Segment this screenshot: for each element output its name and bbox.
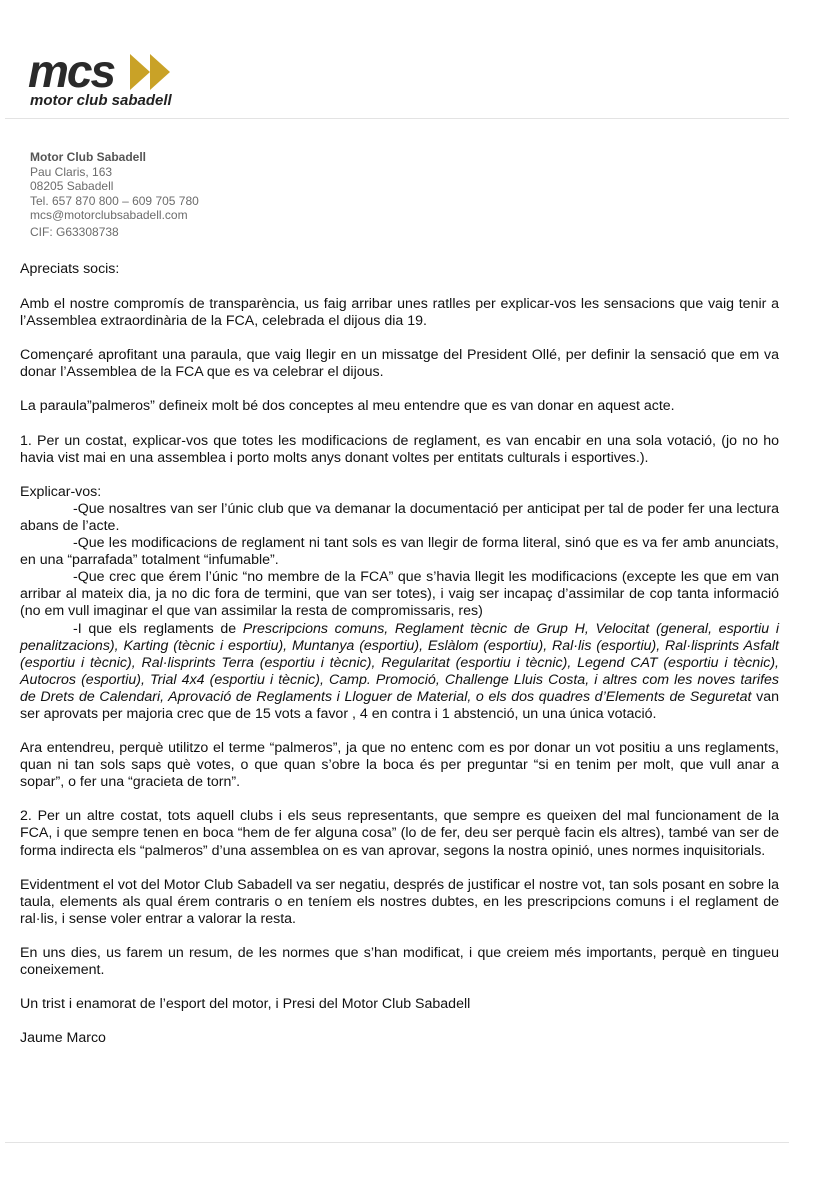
paragraph-other-clubs: 2. Per un altre costat, tots aquell clubs i els seus representants, que sempre es queixen del mal funcionament de la FCA, i que sempre tenen en boca “hem de fer alguna cosa” (lo de fer, deu ser perquè facin els altres), també van ser de forma indirecta els “palmeros” d’una assemblea on es van aprovar, segons la nostra opinió, unes normes inquisitorials.: [20, 808, 779, 859]
letter-body: [20, 261, 779, 1064]
explain-item-only-club: -Que crec que érem l’únic “no membre de la FCA” que s’havia llegit les modificacions (excepte les que em van arribar al mateix dia, ja no dic fora de termini, que van ser totes), i vaig ser incapaç d’assimilar de cop tanta informació (no em vull imaginar el que van assimilar la resta de compromissaris, res): [20, 569, 779, 620]
sender-address: [30, 150, 199, 240]
phone-number: Tel. 657 870 800 – 609 705 780: [30, 193, 199, 208]
logo-tagline: motor club sabadell: [30, 92, 172, 109]
street-address: Pau Claris, 163: [30, 164, 113, 179]
club-name: Motor Club Sabadell: [30, 150, 147, 164]
paragraph-two-concepts: La paraula”palmeros” defineix molt bé dos conceptes al meu entendre que es van donar en aquest acte.: [20, 398, 675, 415]
paragraph-negative-vote: Evidentment el vot del Motor Club Sabadell va ser negatiu, després de justificar el nostre vot, tan sols posant en sobre la taula, elements als qual érem contraris o en teníem els nostres dubtes, en les prescripcions comuns i el reglament de ral·lis, i sense voler entrar a valorar la resta.: [20, 876, 779, 927]
cif-number: CIF: G63308738: [30, 224, 119, 239]
paragraph-summary: En uns dies, us farem un resum, de les normes que s’han modificat, i que creiem més importants, perquè en tingueu coneixement.: [20, 944, 779, 978]
explain-item-regulations: [20, 621, 779, 724]
city-address: 08205 Sabadell: [30, 179, 114, 194]
club-logo: [26, 45, 196, 112]
regulations-lead: -I que els reglaments de: [73, 620, 243, 637]
explain-item-reading: -Que les modificacions de reglament ni tant sols es van llegir de forma literal, sinó que es va fer amb anunciats, en una “parrafada” totalment “infumable”.: [20, 535, 779, 569]
closing: Un trist i enamorat de l’esport del motor, i Presi del Motor Club Sabadell: [20, 996, 471, 1013]
logo-text: mcs: [28, 45, 115, 97]
regulations-list: Prescripcions comuns, Reglament tècnic de Grup H, Velocitat (general, esportiu i penalitzacions), Karting (tècnic i esportiu), Muntanya (esportiu), Eslàlom (esportiu), Ral·lis (esportiu), Ral·lisprints Asfalt (esportiu i tècnic), Ral·lisprints Terra (esportiu i tècnic), Regularitat (esportiu i tècnic), Legend CAT (esportiu i tècnic), Autocros (esportiu), Trial 4x4 (esportiu i tècnic), Camp. Promoció, Challenge Lluis Costa, i altres com les noves tarifes de Drets de Calendari, Aprovació de Reglaments i Lloguer de Material, o els dos quadres d’Elements de Seguretat: [20, 620, 779, 705]
greeting: Apreciats socis:: [20, 261, 120, 277]
paragraph-single-vote: 1. Per un costat, explicar-vos que totes les modificacions de reglament, es van encabir en una sola votació, (jo no ho havia vist mai en una assemblea i porto molts anys donant voltes per entitats culturals i esportives.).: [20, 432, 779, 466]
explain-item-documentation: -Que nosaltres van ser l’únic club que va demanar la documentació per anticipat per tal de poder fer una lectura abans de l’acte.: [20, 500, 779, 534]
email-address: mcs@motorclubsabadell.com: [30, 208, 188, 223]
signature: Jaume Marco: [20, 1030, 106, 1047]
explain-heading: Explicar-vos:: [20, 483, 102, 500]
regulations-result: van ser aprovats per majoria crec que de 15 vots a favor , 4 en contra i 1 abstenció, un una única votació.: [20, 688, 779, 722]
paragraph-transparency: Amb el nostre compromís de transparència, us faig arribar unes ratlles per explicar-vos les sensacions que vaig tenir a l’Assemblea extraordinària de la FCA, celebrada el dijous dia 19.: [20, 296, 779, 330]
paragraph-palmeros-term: Ara entendreu, perquè utilitzo el terme “palmeros”, ja que no entenc com es por donar un vot positiu a uns reglaments, quan ni tan sols saps què votes, o que quan s’obre la boca és per preguntar “si en tenim per molt, que vull anar a sopar”, o fer una “gracieta de torn”.: [20, 740, 779, 791]
paragraph-palmeros-intro: Començaré aprofitant una paraula, que vaig llegir en un missatge del President Ollé, per definir la sensació que em va donar l’Assemblea de la FCA que es va celebrar el dijous.: [20, 347, 779, 381]
double-arrow-icon: [130, 54, 174, 90]
footer-divider: [5, 1142, 789, 1143]
header-divider: [5, 118, 789, 119]
